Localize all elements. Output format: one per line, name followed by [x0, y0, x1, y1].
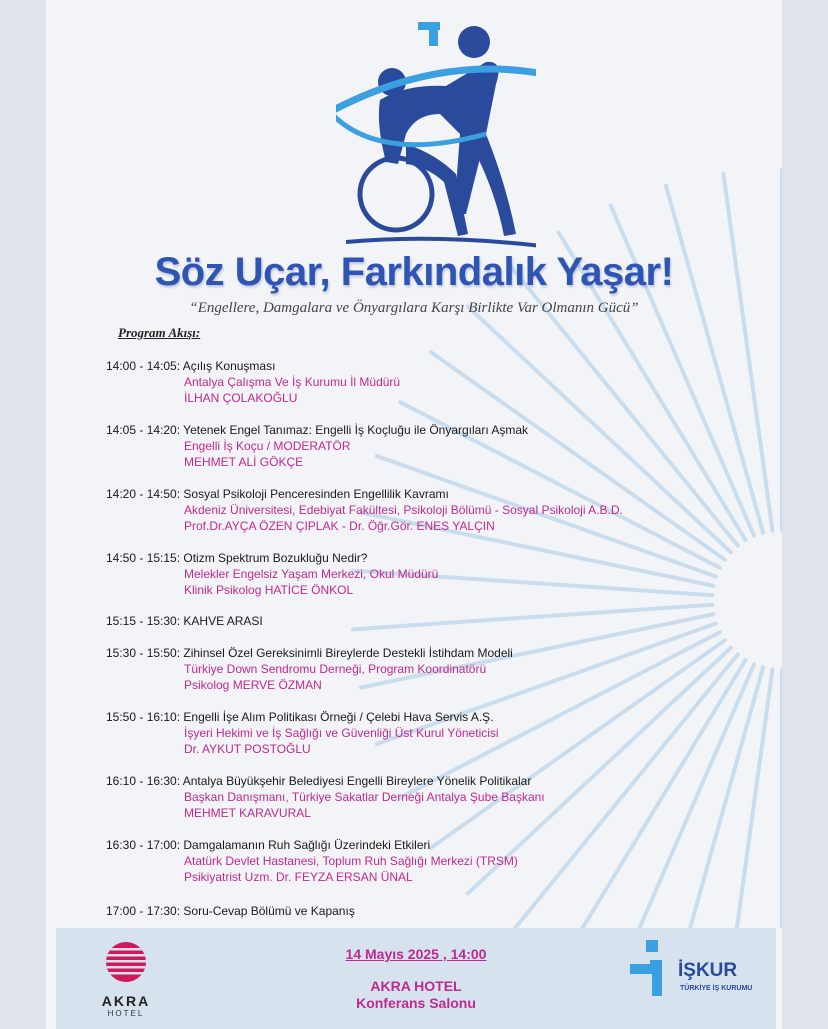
session-speaker-detail: İşyeri Hekimi ve İş Sağlığı ve Güvenliği Üst Kurul Yöneticisi — [184, 726, 499, 740]
left-margin-strip — [0, 0, 46, 1029]
program-session — [106, 422, 528, 470]
session-speaker-detail: MEHMET ALİ GÖKÇE — [184, 455, 304, 469]
venue-hotel: AKRA HOTEL — [370, 978, 462, 994]
venue-hall: Konferans Salonu — [356, 995, 476, 1011]
akra-name: AKRA — [101, 993, 151, 1009]
event-date: 14 Mayıs 2025 , 14:00 — [345, 946, 487, 962]
session-speaker-detail: Başkan Danışmanı, Türkiye Sakatlar Derneği Antalya Şube Başkanı — [184, 790, 545, 804]
program-session — [106, 709, 499, 757]
session-speaker-detail: MEHMET KARAVURAL — [184, 806, 311, 820]
iskur-logo — [628, 938, 768, 1008]
akra-sub: HOTEL — [107, 1009, 145, 1018]
session-time-topic: 14:50 - 15:15: Otizm Spektrum Bozukluğu Nedir? — [106, 551, 368, 565]
session-time-topic: 16:30 - 17:00: Damgalamanın Ruh Sağlığı Üzerindeki Etkileri — [106, 838, 431, 852]
program-session — [106, 837, 518, 885]
session-speaker-detail: Klinik Psikolog HATİCE ÖNKOL — [184, 583, 354, 597]
poster — [46, 0, 782, 1029]
event-subtitle: “Engellere, Damgalara ve Önyargılara Karşı Birlikte Var Olmanın Gücü” — [189, 300, 639, 316]
session-speaker-detail: Melekler Engelsiz Yaşam Merkezi, Okul Müdürü — [184, 567, 439, 581]
session-speaker-detail: Psikolog MERVE ÖZMAN — [184, 678, 322, 692]
session-speaker-detail: İLHAN ÇOLAKOĞLU — [184, 391, 298, 405]
wheelchair-support-figures-logo — [336, 14, 536, 250]
event-title: Söz Uçar, Farkındalık Yaşar! — [154, 250, 674, 294]
session-time-topic: 14:05 - 14:20: Yetenek Engel Tanımaz: Engelli İş Koçluğu ile Önyargıları Aşmak — [106, 423, 529, 437]
session-time-topic: 16:10 - 16:30: Antalya Büyükşehir Belediyesi Engelli Bireylere Yönelik Politikalar — [106, 774, 532, 788]
program-session — [106, 903, 355, 919]
sunburst-ray — [511, 654, 738, 928]
sunburst-ray — [666, 667, 763, 928]
striped-circle-logo-icon — [104, 940, 148, 984]
event-info — [276, 946, 556, 1012]
akra-hotel-logo — [96, 940, 156, 1018]
session-speaker-detail: Engelli İş Koçu / MODERATÖR — [184, 439, 351, 453]
program-session — [106, 358, 400, 406]
program-session — [106, 645, 513, 693]
session-time-topic: 15:50 - 16:10: Engelli İşe Alım Politikası Örneği / Çelebi Hava Servis A.Ş. — [106, 710, 494, 724]
poster-footer — [56, 928, 776, 1029]
session-speaker-detail: Akdeniz Üniversitesi, Edebiyat Fakültesi, Psikoloji Bölümü - Sosyal Psikoloji A.B.D. — [184, 503, 623, 517]
session-time-topic: 15:15 - 15:30: KAHVE ARASI — [106, 614, 263, 628]
session-speaker-detail: Atatürk Devlet Hastanesi, Toplum Ruh Sağlığı Merkezi (TRSM) — [184, 854, 518, 868]
program-session — [106, 486, 623, 534]
iskur-sub: TÜRKİYE İŞ KURUMU — [680, 985, 753, 992]
session-speaker-detail: Dr. AYKUT POSTOĞLU — [184, 742, 311, 756]
iskur-plus-icon — [628, 938, 674, 998]
iskur-name: İŞKUR — [678, 960, 738, 981]
session-speaker-detail: Türkiye Down Sendromu Derneği, Program Koordinatörü — [184, 662, 487, 676]
session-time-topic: 14:00 - 14:05: Açılış Konuşması — [106, 359, 276, 373]
session-time-topic: 14:20 - 14:50: Sosyal Psikoloji Penceresinden Engellilik Kavramı — [106, 487, 449, 501]
event-venue — [276, 978, 556, 1012]
program-session — [106, 613, 263, 629]
session-speaker-detail: Prof.Dr.AYÇA ÖZEN ÇIPLAK - Dr. Öğr.Gör. ENES YALÇIN — [184, 519, 495, 533]
session-speaker-detail: Psikiyatrist Uzm. Dr. FEYZA ERSAN ÜNAL — [184, 870, 413, 884]
session-time-topic: 17:00 - 17:30: Soru-Cevap Bölümü ve Kapanış — [106, 904, 355, 918]
program-session — [106, 773, 545, 821]
session-time-topic: 15:30 - 15:50: Zihinsel Özel Gereksinimli Bireylerde Destekli İstihdam Modeli — [106, 646, 513, 660]
right-margin-strip — [782, 0, 828, 1029]
sunburst-ray — [723, 669, 772, 928]
session-speaker-detail: Antalya Çalışma Ve İş Kurumu İl Müdürü — [184, 375, 401, 389]
program-session — [106, 550, 438, 598]
program-heading: Program Akışı: — [118, 325, 201, 340]
